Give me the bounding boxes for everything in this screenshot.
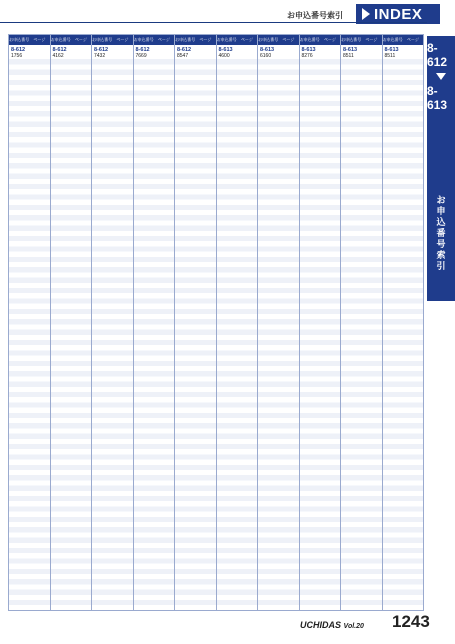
index-column [175,35,217,610]
column-header-label: お申込番号 [258,37,279,42]
column-header-label: お申込番号 [341,37,362,42]
section-label: 8-613 [384,46,399,53]
first-row-number: 7669 [135,53,147,59]
column-header [51,35,92,45]
column-header-label: ページ [323,37,336,42]
index-column [9,35,51,610]
side-tab [427,36,455,166]
side-tab-to: 8-613 [427,84,448,112]
index-column [341,35,383,610]
column-header-label: ページ [157,37,170,42]
column-header-label: お申込番号 [50,37,71,42]
column-header [134,35,175,45]
column-header [92,35,133,45]
index-column [258,35,300,610]
first-row-number: 8276 [301,53,313,59]
index-column [51,35,93,610]
side-category-char: 索 [436,250,446,260]
column-rows [175,54,216,610]
section-label: 8-613 [260,46,275,53]
first-row-number: 1756 [11,53,23,59]
column-header [383,35,424,45]
column-header-label: ページ [240,37,253,42]
column-header-label: お申込番号 [9,37,30,42]
first-row-number: 4162 [52,53,64,59]
column-header [217,35,258,45]
column-rows [9,54,50,610]
column-header [258,35,299,45]
side-category-char: 番 [436,228,446,238]
footer-brand [300,620,364,630]
column-header-label: ページ [406,37,419,42]
column-rows [134,54,175,610]
side-category-char: 込 [436,217,446,227]
section-label: 8-613 [343,46,358,53]
first-row-number: 7432 [94,53,106,59]
section-label: 8-612 [52,46,67,53]
column-header-label: お申込番号 [175,37,196,42]
side-category-char: 申 [436,206,446,216]
column-header [341,35,382,45]
section-label: 8-612 [177,46,192,53]
column-rows [383,54,424,610]
first-row-number: 4600 [218,53,230,59]
side-category-char: 引 [436,261,446,271]
header-rule [0,22,427,23]
column-rows [51,54,92,610]
column-header-label: お申込番号 [133,37,154,42]
header-title: INDEX [374,5,423,23]
index-column [300,35,342,610]
brand-name: UCHIDAS [300,620,342,630]
column-rows [258,54,299,610]
page-number: 1243 [392,612,430,631]
index-column [383,35,424,610]
section-label: 8-613 [218,46,233,53]
first-row-number: 8547 [177,53,189,59]
column-header-label: お申込番号 [382,37,403,42]
column-header-label: お申込番号 [216,37,237,42]
column-header-label: ページ [116,37,129,42]
first-row-number: 8511 [343,53,354,59]
column-header-label: ページ [282,37,295,42]
column-rows [300,54,341,610]
column-rows [217,54,258,610]
side-category-char: 号 [436,239,446,249]
column-header [300,35,341,45]
first-row-number: 6160 [260,53,272,59]
first-row-number: 8511 [384,53,396,59]
column-header-label: ページ [33,37,46,42]
index-table [8,34,424,611]
side-tab-from: 8-612 [427,41,448,69]
column-rows [341,54,382,610]
index-arrow-icon [362,8,370,20]
section-label: 8-612 [11,46,26,53]
column-header-label: ページ [365,37,378,42]
side-category [427,166,455,301]
column-header [9,35,50,45]
header-tag [356,4,440,24]
index-column [217,35,259,610]
index-column [92,35,134,610]
column-header-label: ページ [74,37,87,42]
brand-volume: Vol.20 [343,623,364,630]
side-category-char: お [436,195,446,205]
column-header-label: お申込番号 [299,37,320,42]
index-column [134,35,176,610]
column-rows [92,54,133,610]
down-arrow-icon [436,73,446,80]
column-header [175,35,216,45]
header-subtitle: お申込番号索引 [287,11,343,20]
section-label: 8-612 [94,46,109,53]
section-label: 8-613 [301,46,316,53]
column-header-label: ページ [199,37,212,42]
column-header-label: お申込番号 [92,37,113,42]
section-label: 8-612 [135,46,150,53]
